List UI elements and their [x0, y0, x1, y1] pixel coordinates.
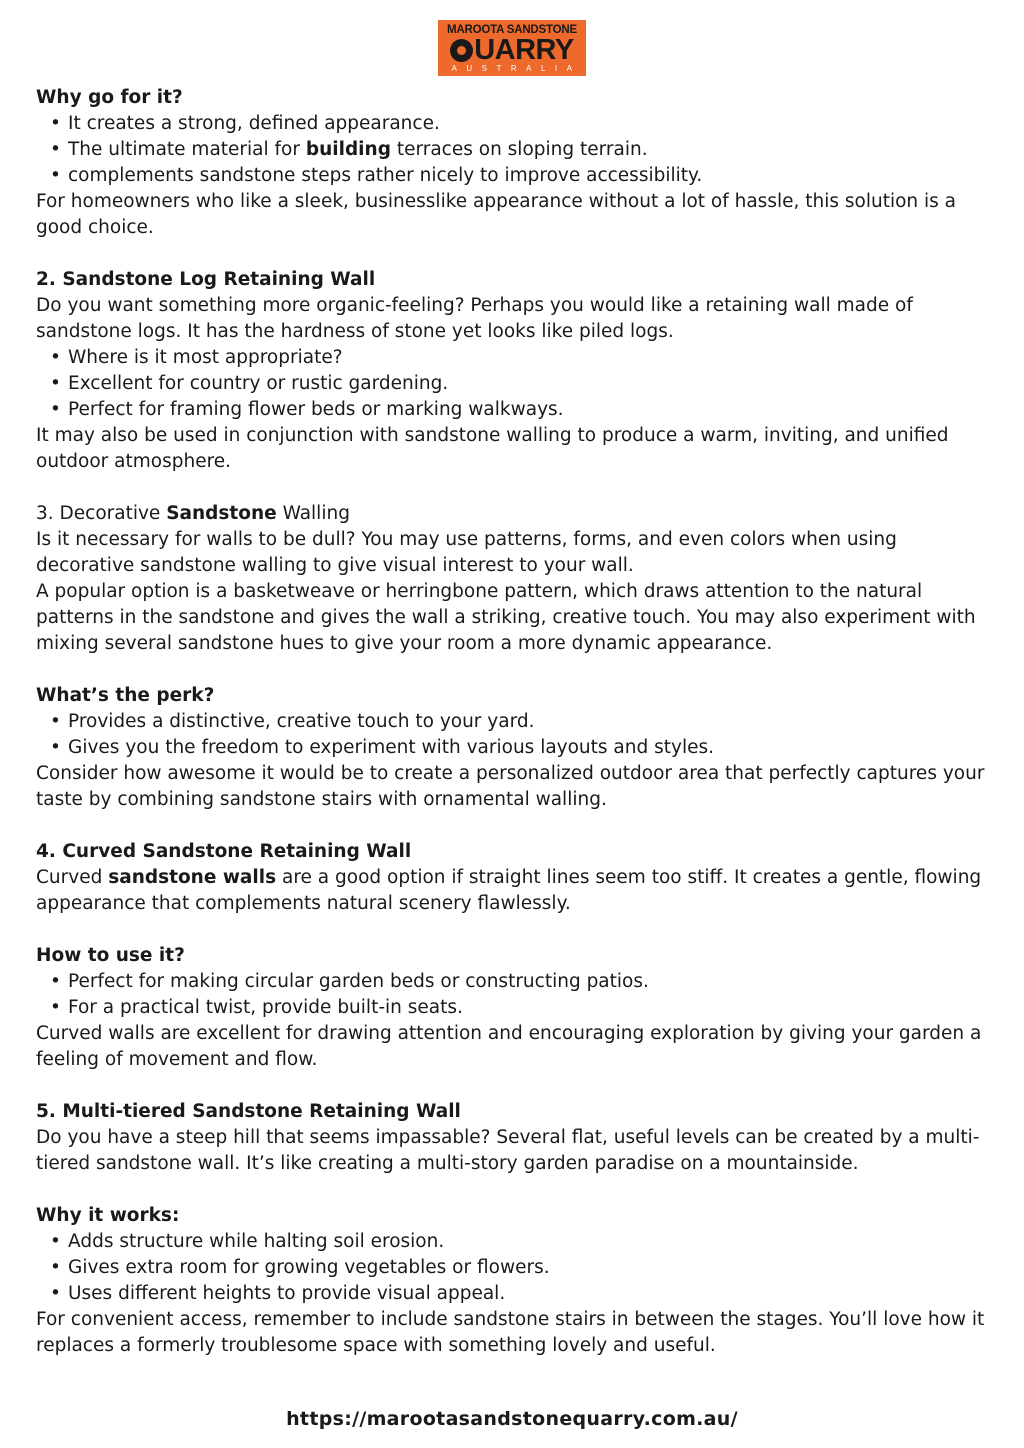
bullet-list: [36, 1229, 991, 1307]
bullet-list: [36, 345, 991, 423]
list-item: • The ultimate material for building terraces on sloping terrain.: [68, 137, 991, 163]
footer-url: https://marootasandstonequarry.com.au/: [286, 1408, 738, 1430]
list-item: • Uses different heights to provide visual appeal.: [68, 1281, 991, 1307]
section-heading: How to use it?: [36, 945, 185, 966]
list-item: • Excellent for country or rustic gardening.: [68, 371, 991, 397]
list-item: • Provides a distinctive, creative touch to your yard.: [68, 709, 991, 735]
paragraph: Curved walls are excellent for drawing attention and encouraging exploration by giving your garden a feeling of movement and flow.: [36, 1023, 982, 1070]
list-item: • Gives extra room for growing vegetables or flowers.: [68, 1255, 991, 1281]
bullet-list: [36, 111, 991, 189]
list-item: • Adds structure while halting soil erosion.: [68, 1229, 991, 1255]
logo-line-2: [450, 36, 574, 64]
logo-line-1: MAROOTA SANDSTONE: [447, 24, 577, 36]
paragraph: For convenient access, remember to include sandstone stairs in between the stages. You’ll love how it replaces a formerly troublesome space with something lovely and useful.: [36, 1309, 985, 1356]
paragraph: A popular option is a basketweave or herringbone pattern, which draws attention to the natural patterns in the sandstone and gives the wall a striking, creative touch. You may also experiment with mixing several sandstone hues to give your room a more dynamic appearance.: [36, 581, 976, 654]
list-item: • For a practical twist, provide built-in seats.: [68, 995, 991, 1021]
article-body: [36, 85, 991, 1359]
paragraph: It may also be used in conjunction with sandstone walling to produce a warm, inviting, and unified outdoor atmosphere.: [36, 425, 949, 472]
paragraph: For homeowners who like a sleek, businesslike appearance without a lot of hassle, this solution is a good choice.: [36, 191, 957, 238]
paragraph: Do you want something more organic-feeling? Perhaps you would like a retaining wall made of sandstone logs. It has the hardness of stone yet looks like piled logs.: [36, 295, 913, 342]
paragraph: Consider how awesome it would be to create a personalized outdoor area that perfectly captures your taste by combining sandstone stairs with ornamental walling.: [36, 763, 985, 810]
list-item: • It creates a strong, defined appearance.: [68, 111, 991, 137]
section-heading: 4. Curved Sandstone Retaining Wall: [36, 841, 412, 862]
bullet-list: [36, 709, 991, 761]
paragraph: Is it necessary for walls to be dull? You may use patterns, forms, and even colors when using decorative sandstone walling to give visual interest to your wall.: [36, 529, 897, 576]
company-logo: [438, 20, 586, 76]
section-heading: Why it works:: [36, 1205, 180, 1226]
logo-q-mark: [450, 39, 473, 62]
section-heading: 5. Multi-tiered Sandstone Retaining Wall: [36, 1101, 461, 1122]
list-item: • Gives you the freedom to experiment with various layouts and styles.: [68, 735, 991, 761]
section-heading: What’s the perk?: [36, 685, 215, 706]
section-heading: Why go for it?: [36, 87, 183, 108]
bold-term: Sandstone: [166, 503, 277, 524]
paragraph: Do you have a steep hill that seems impassable? Several flat, useful levels can be created by a multi-tiered sandstone wall. It’s like creating a multi-story garden paradise on a mountainside.: [36, 1127, 980, 1174]
section-heading: 2. Sandstone Log Retaining Wall: [36, 269, 376, 290]
bold-term: sandstone walls: [108, 867, 277, 888]
list-item: • complements sandstone steps rather nicely to improve accessibility.: [68, 163, 991, 189]
logo-line-3: AUSTRALIA: [451, 64, 582, 73]
bold-term: building: [305, 139, 391, 160]
section-heading: 3. Decorative Sandstone Walling: [36, 503, 350, 524]
list-item: • Perfect for making circular garden beds or constructing patios.: [68, 969, 991, 995]
list-item: • Where is it most appropriate?: [68, 345, 991, 371]
bullet-list: [36, 969, 991, 1021]
logo-line-2-text: UARRY: [474, 34, 574, 66]
paragraph: Curved sandstone walls are a good option if straight lines seem too stiff. It creates a gentle, flowing appearance that complements natural scenery flawlessly.: [36, 867, 982, 914]
list-item: • Perfect for framing flower beds or marking walkways.: [68, 397, 991, 423]
